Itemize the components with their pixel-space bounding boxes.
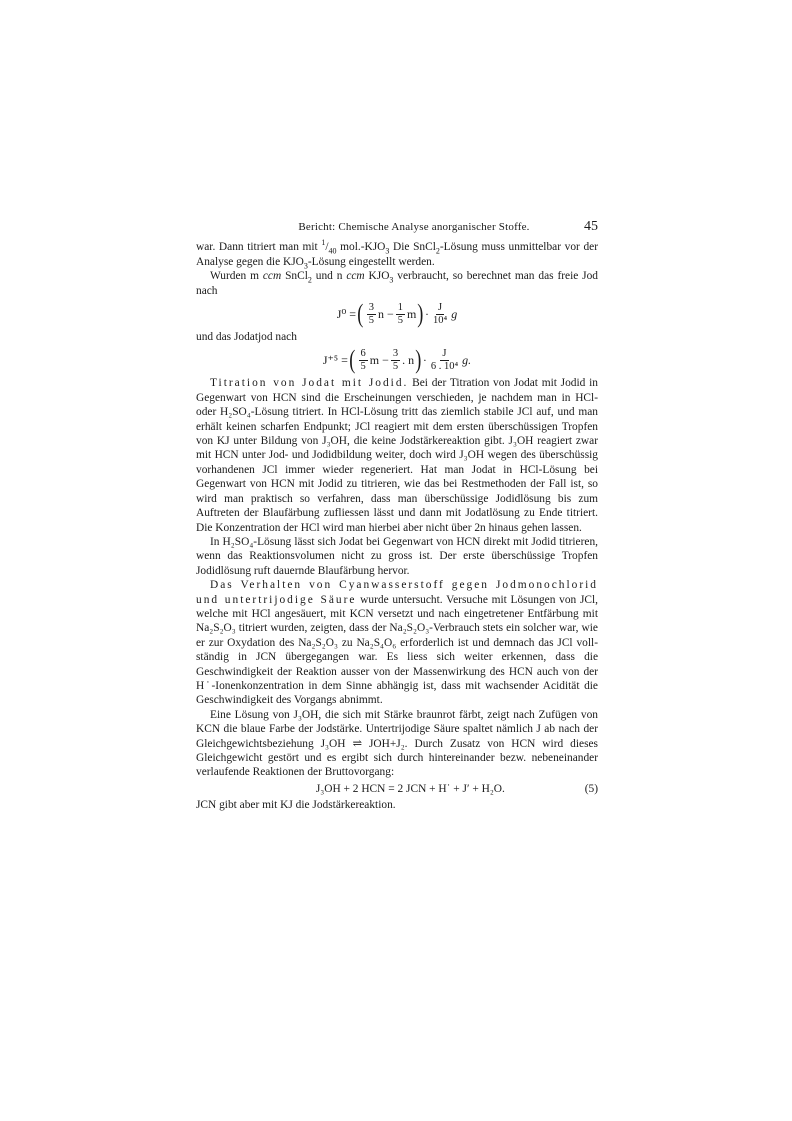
paragraph-1: war. Dann titriert man mit $^1/_{40}$ $mol.-KJO_3$ Die SnCl$_2$-Lösung muss unmittelbar vor der Analyse gegen die $KJO_3$-Lösung eingestellt werden. <box>196 238 598 271</box>
paragraph-final: JCN gibt aber mit KJ die Jodstärkereaktion. <box>196 799 396 812</box>
paragraph-3: und das Jodatjod nach <box>196 331 297 344</box>
paragraph-sulfuric: In H₂SO₄-Lösung lässt sich Jodat bei Gegenwart von HCN direkt mit Jodid titrieren, wenn das Reaktionsvolumen nicht zu gross ist. Der erste überschüssige Tropfen Jodidlösung ruft dauernde Blaufärbung hervor. <box>196 535 598 577</box>
formula-iodate-iodine: J⁺⁵ = ( $\frac{6}{5}$ m − $\frac{3}{5}$ . n ) · $\frac{J}{\text{6 . 10⁴}}$ g. <box>322 345 472 375</box>
section-heading: Das Verhalten von Cyanwasserstoff gegen Jodmonochlorid und untertrijodige Säure <box>196 579 598 606</box>
page-content <box>196 220 598 813</box>
equation-number: (5) <box>584 782 598 795</box>
paragraph-cyanide: Das Verhalten von Cyanwasserstoff gegen Jodmonochlorid und untertrijodige Säure wurde untersucht. Versuche mit Lösungen von JCl, welche mit HCl angesäuert, mit KCN versetzt und nach eingetretener Entfärbung mit Na₂S₂O₃ titriert wurden, zeigten, dass der Na₂S₂O₃-Verbrauch stets ein solcher war, wie er zur Oxydation des Na₂S₂O₃ zu Na₂S₄O₆ erforderlich ist und demnach das JCl vollständig in JCN übergegangen war. Es liess sich weiter erkennen, dass die Geschwindigkeit der Reaktion ausser von der Massenwirkung des HCN auch von der H˙-Ionenkonzentration in dem Sinne abhängig ist, dass mit wachsender Acidität die Geschwindigkeit des Vorgangs abnimmt. <box>196 579 598 707</box>
paragraph-solution: Eine Lösung von J₃OH, die sich mit Stärke braunrot färbt, zeigt nach Zufügen von KCN die blaue Farbe der Jodstärke. Untertrijodige Säure spaltet nämlich J ab nach der Gleichgewichtsbeziehung J₃OH ⇌ JOH+J₂. Durch Zusatz von HCN wird dieses Gleichgewicht gestört und es ergibt sich durch hintereinander bezw. nebeneinander verlaufende Reaktionen der Bruttovorgang: <box>196 708 598 779</box>
header-title: Bericht: Chemische Analyse anorganischer Stoffe. <box>298 221 530 233</box>
section-heading: Titration von Jodat mit Jodid. <box>210 377 409 390</box>
paragraph-titration: Titration von Jodat mit Jodid. Bei der Titration von Jodat mit Jodid in Gegenwart von HCN sind die Erscheinungen verschieden, je nachdem man in HCl- oder H₂SO₄-Lösung titriert. In HCl-Lösung tritt das ziemlich stabile JCl auf, und man erhält keinen scharfen Endpunkt; JCl reagiert mit dem ersten überschüssigen Tropfen von KJ unter Bildung von J₃OH, die keine Jodstärkereaktion gibt. J₃OH reagiert zwar mit HCN unter Jod- und Jodidbildung weiter, doch wird J₃OH wegen des überschüssig vorhandenen JCl immer wieder regeneriert. Hat man Jodat in HCl-Lösung bei Gegenwart von HCN mit Jodid zu titrieren, wie das bei Restmethoden der Fall ist, so wird man praktisch so verfahren, dass man überschüssige Jodidlösung bis zum Auftreten der Blaufärbung zufliessen lässt und dann mit Jodatlösung zu Ende titriert. Die Konzentration der HCl wird man hierbei aber nicht über 2n hinaus gehen lassen. <box>196 377 598 534</box>
formula-free-iodine: J⁰ = ( $\frac{3}{5}$ n − $\frac{1}{5}$ m ) · $\frac{J}{\text{10⁴}}$ g <box>336 299 458 329</box>
page-number: 45 <box>584 219 598 234</box>
paragraph-2: Wurden m ccm SnCl$_2$ und n ccm $KJO_3$ verbraucht, so berechnet man das freie Jod nach <box>196 270 599 297</box>
running-header <box>196 220 598 234</box>
equation-5 <box>196 782 598 796</box>
equation-text: J₃OH + 2 HCN = 2 JCN + H˙ + J′ + H₂O. <box>315 782 505 795</box>
